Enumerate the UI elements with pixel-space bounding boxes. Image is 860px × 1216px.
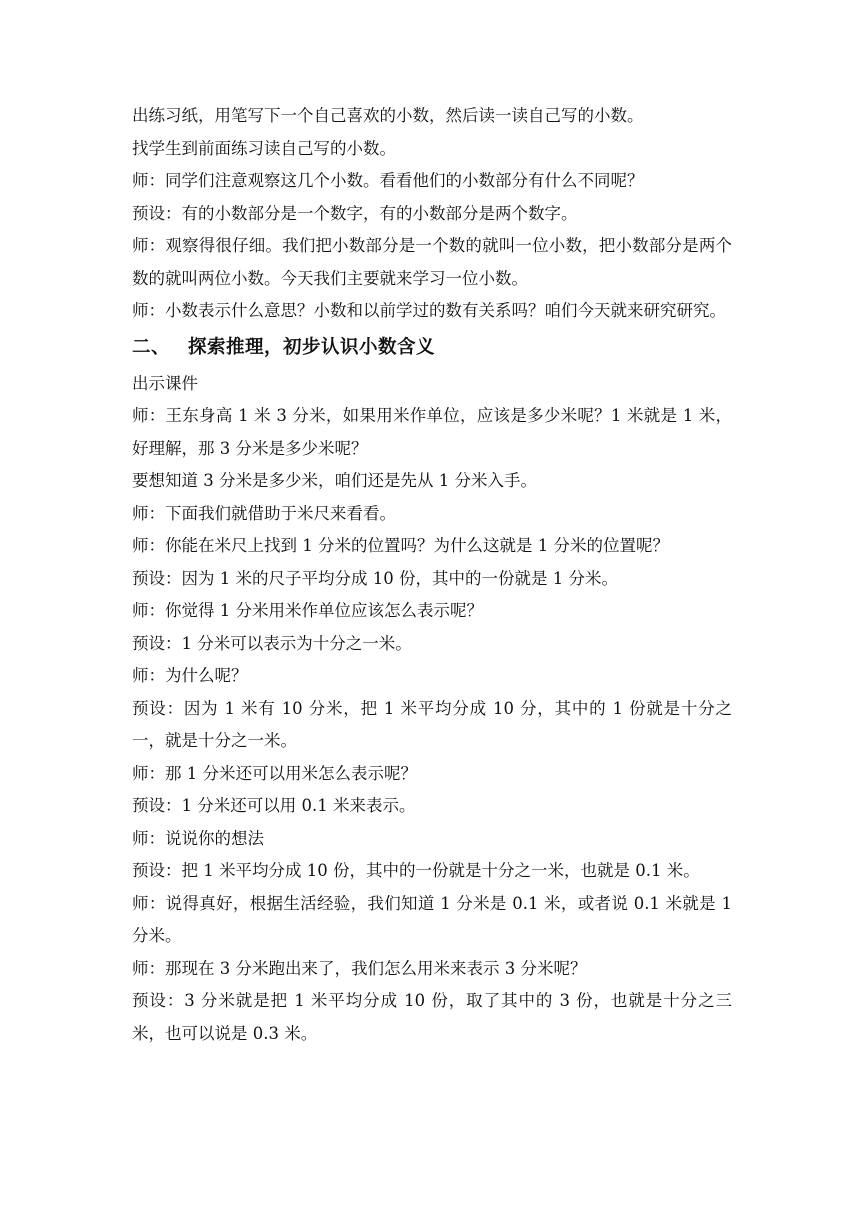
paragraph: 师：小数表示什么意思？小数和以前学过的数有关系吗？咱们今天就来研究研究。 [132,301,726,320]
paragraph: 预设：有的小数部分是一个数字，有的小数部分是两个数字。 [132,203,578,223]
document-body [132,100,732,1050]
paragraph: 师：说说你的想法 [132,828,264,848]
paragraph: 找学生到前面练习读自己写的小数。 [132,138,396,158]
paragraph: 师：你能在米尺上找到 1 分米的位置吗？为什么这就是 1 分米的位置呢？ [132,536,669,555]
paragraph: 师：观察得很仔细。我们把小数部分是一个数的就叫一位小数，把小数部分是两个数的就叫两位小数。今天我们主要就来学习一位小数。 [132,236,732,288]
paragraph: 出练习纸，用笔写下一个自己喜欢的小数，然后读一读自己写的小数。 [132,106,644,125]
paragraph: 师：说得真好，根据生活经验，我们知道 1 分米是 0.1 米，或者说 0.1 米就是 1 分米。 [132,893,732,945]
paragraph: 预设：1 分米还可以用 0.1 米来表示。 [132,796,416,815]
paragraph: 预设：把 1 米平均分成 10 份，其中的一份就是十分之一米，也就是 0.1 米。 [132,861,700,880]
paragraph: 预设：因为 1 米有 10 分米，把 1 米平均分成 10 分，其中的 1 份就是十分之一，就是十分之一米。 [132,698,732,750]
paragraph: 出示课件 [132,373,198,393]
paragraph: 师：那 1 分米还可以用米怎么表示呢？ [132,763,417,783]
paragraph: 师：王东身高 1 米 3 分米，如果用米作单位，应该是多少米呢？1 米就是 1 米，好理解，那 3 分米是多少米呢？ [132,406,732,458]
paragraph: 师：下面我们就借助于米尺来看看。 [132,503,396,523]
section-title: 探索推理，初步认识小数含义 [188,336,436,358]
paragraph: 预设：1 分米可以表示为十分之一米。 [132,633,412,653]
paragraph: 师：你觉得 1 分米用米作单位应该怎么表示呢？ [132,601,483,620]
section-number: 二、 [132,336,171,358]
paragraph: 预设：3 分米就是把 1 米平均分成 10 份，取了其中的 3 份，也就是十分之三米，也可以说是 0.3 米。 [132,991,732,1043]
paragraph: 师：同学们注意观察这几个小数。看看他们的小数部分有什么不同呢？ [132,171,644,190]
paragraph: 师：那现在 3 分米跑出来了，我们怎么用米来表示 3 分米呢？ [132,958,587,978]
paragraph: 预设：因为 1 米的尺子平均分成 10 份，其中的一份就是 1 分米。 [132,568,618,588]
section-heading [132,328,732,368]
paragraph: 师：为什么呢？ [132,666,248,685]
paragraph: 要想知道 3 分米是多少米，咱们还是先从 1 分米入手。 [132,471,537,490]
